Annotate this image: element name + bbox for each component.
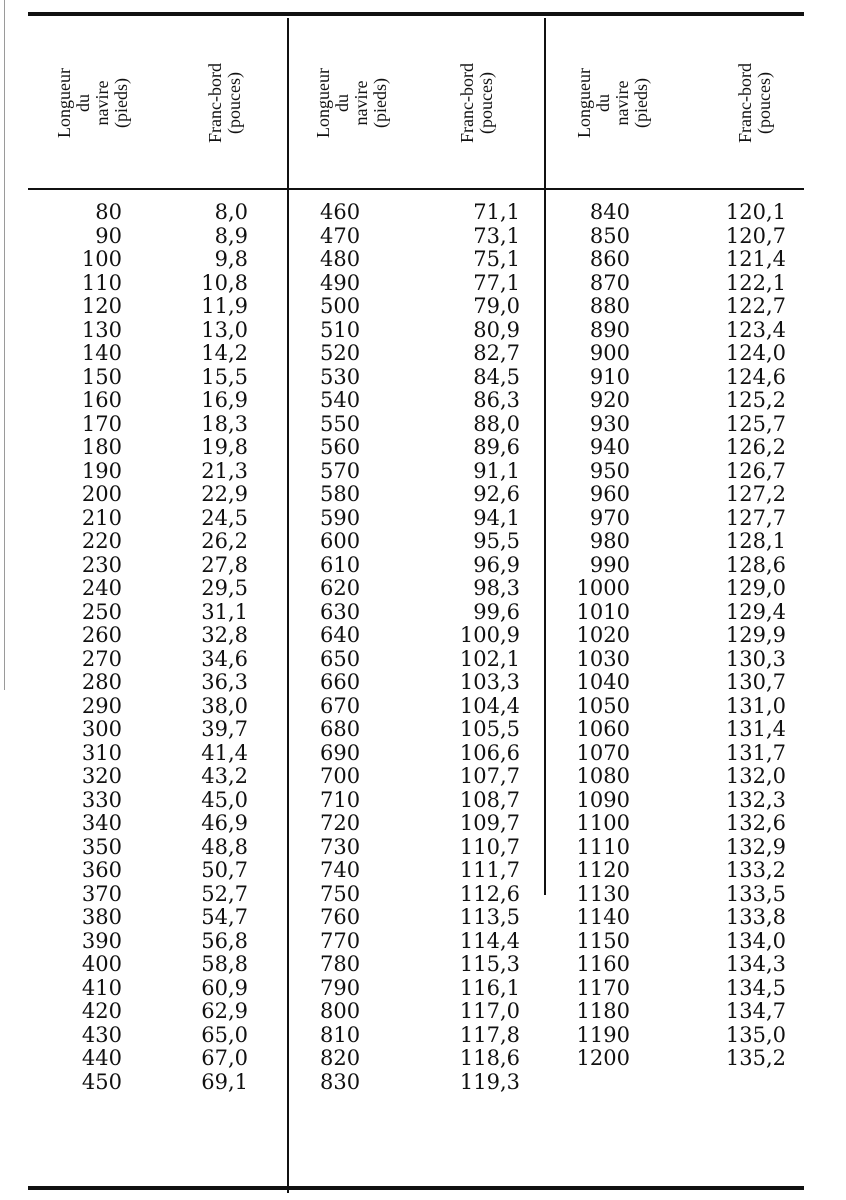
length-cell: 700 <box>320 764 361 788</box>
freeboard-cell: 107,7 <box>459 764 520 788</box>
length-cell: 750 <box>320 881 361 906</box>
freeboard-cell: 134,5 <box>725 975 786 1000</box>
header-freeboard-group-3 <box>715 20 795 186</box>
length-cell: 1020 <box>576 623 630 647</box>
freeboard-cell: 120,1 <box>725 200 786 224</box>
freeboard-cell: 115,3 <box>459 952 520 976</box>
length-cell: 330 <box>81 787 122 812</box>
freeboard-cell: 114,4 <box>459 928 520 953</box>
length-cell: 400 <box>81 952 122 976</box>
freeboard-cell: 38,0 <box>201 693 248 718</box>
length-cell: 940 <box>589 435 630 459</box>
length-cell: 630 <box>320 599 361 624</box>
freeboard-cell: 120,7 <box>725 223 786 248</box>
freeboard-cell: 91,1 <box>473 458 520 483</box>
header-freeboard-group-2 <box>437 20 517 186</box>
freeboard-cell: 113,5 <box>459 905 520 929</box>
freeboard-cell: 132,6 <box>725 811 786 835</box>
length-cell: 760 <box>320 905 361 929</box>
freeboard-cell: 65,0 <box>201 1022 248 1047</box>
freeboard-cell: 8,9 <box>214 223 248 248</box>
length-cell: 1150 <box>576 928 630 953</box>
length-cell: 980 <box>589 529 630 553</box>
freeboard-cell: 119,3 <box>459 1069 520 1094</box>
length-cell: 160 <box>81 388 122 412</box>
freeboard-cell: 52,7 <box>201 881 248 906</box>
freeboard-cell: 131,0 <box>725 693 786 718</box>
freeboard-cell: 62,9 <box>201 999 248 1023</box>
freeboard-cell: 39,7 <box>201 717 248 741</box>
freeboard-cell: 32,8 <box>201 623 248 647</box>
length-cell: 900 <box>589 341 630 365</box>
length-cell: 460 <box>320 200 361 224</box>
freeboard-cell: 134,7 <box>725 999 786 1023</box>
length-cell: 560 <box>320 435 361 459</box>
freeboard-cell: 89,6 <box>473 435 520 459</box>
length-cell: 920 <box>589 388 630 412</box>
freeboard-cell: 127,2 <box>725 482 786 506</box>
length-cell: 740 <box>320 858 361 882</box>
length-cell: 90 <box>95 223 122 248</box>
freeboard-cell: 94,1 <box>473 505 520 530</box>
length-cell: 280 <box>81 670 122 694</box>
length-cell: 810 <box>320 1022 361 1047</box>
header-length-label: Longueur du navire (pieds) <box>313 68 390 138</box>
length-cell: 140 <box>81 341 122 365</box>
length-cell: 690 <box>320 740 361 765</box>
freeboard-cell: 43,2 <box>201 764 248 788</box>
length-cell: 620 <box>320 576 361 600</box>
length-cell: 720 <box>320 811 361 835</box>
freeboard-cell: 86,3 <box>473 388 520 412</box>
header-bottom-rule <box>28 188 804 190</box>
length-cell: 930 <box>589 411 630 436</box>
length-cell: 320 <box>81 764 122 788</box>
length-cell: 590 <box>320 505 361 530</box>
length-cell: 360 <box>81 858 122 882</box>
length-cell: 120 <box>81 294 122 318</box>
length-cell: 1040 <box>576 670 630 694</box>
length-cell: 730 <box>320 834 361 859</box>
header-length-group-1 <box>48 20 138 186</box>
freeboard-cell: 75,1 <box>473 247 520 271</box>
freeboard-cell: 123,4 <box>725 317 786 342</box>
length-cell: 1080 <box>576 764 630 788</box>
length-cell: 830 <box>320 1069 361 1094</box>
freeboard-cell: 41,4 <box>201 740 248 765</box>
freeboard-cell: 112,6 <box>459 881 520 906</box>
length-cell: 180 <box>81 435 122 459</box>
length-cell: 1030 <box>576 646 630 671</box>
table-bottom-rule <box>28 1186 804 1190</box>
length-cell: 250 <box>81 599 122 624</box>
length-cell: 870 <box>589 270 630 295</box>
freeboard-cell: 132,3 <box>725 787 786 812</box>
freeboard-cell: 24,5 <box>201 505 248 530</box>
freeboard-cell: 127,7 <box>725 505 786 530</box>
header-freeboard-group-1 <box>185 20 265 186</box>
freeboard-cell: 84,5 <box>473 364 520 389</box>
freeboard-cell: 131,4 <box>725 717 786 741</box>
freeboard-cell: 110,7 <box>459 834 520 859</box>
freeboard-cell: 128,1 <box>725 529 786 553</box>
scan-margin-line <box>4 0 5 690</box>
length-cell: 1140 <box>576 905 630 929</box>
length-cell: 610 <box>320 552 361 577</box>
freeboard-cell: 105,5 <box>459 717 520 741</box>
freeboard-cell: 22,9 <box>201 482 248 506</box>
length-cell: 1130 <box>576 881 630 906</box>
length-cell: 260 <box>81 623 122 647</box>
freeboard-cell: 15,5 <box>201 364 248 389</box>
freeboard-cell: 79,0 <box>473 294 520 318</box>
freeboard-cell: 108,7 <box>459 787 520 812</box>
freeboard-cell: 46,9 <box>201 811 248 835</box>
freeboard-cell: 77,1 <box>473 270 520 295</box>
length-cell: 790 <box>320 975 361 1000</box>
freeboard-cell: 100,9 <box>459 623 520 647</box>
length-cell: 290 <box>81 693 122 718</box>
freeboard-cell: 26,2 <box>201 529 248 553</box>
freeboard-cell: 11,9 <box>201 294 248 318</box>
length-cell: 200 <box>81 482 122 506</box>
freeboard-cell: 58,8 <box>201 952 248 976</box>
length-cell: 150 <box>81 364 122 389</box>
length-cell: 880 <box>589 294 630 318</box>
length-cell: 340 <box>81 811 122 835</box>
freeboard-cell: 104,4 <box>459 693 520 718</box>
table-top-rule <box>28 12 804 16</box>
length-cell: 300 <box>81 717 122 741</box>
freeboard-cell: 60,9 <box>201 975 248 1000</box>
freeboard-cell: 99,6 <box>473 599 520 624</box>
length-cell: 1160 <box>576 952 630 976</box>
freeboard-cell: 135,2 <box>725 1046 786 1070</box>
length-cell: 710 <box>320 787 361 812</box>
length-cell: 800 <box>320 999 361 1023</box>
freeboard-cell: 133,5 <box>725 881 786 906</box>
length-cell: 490 <box>320 270 361 295</box>
header-length-group-3 <box>568 20 658 186</box>
freeboard-cell: 130,3 <box>725 646 786 671</box>
freeboard-cell: 14,2 <box>201 341 248 365</box>
header-length-label: Longueur du navire (pieds) <box>54 68 131 138</box>
length-cell: 640 <box>320 623 361 647</box>
length-cell: 100 <box>81 247 122 271</box>
length-cell: 970 <box>589 505 630 530</box>
freeboard-column-group-1 <box>160 201 248 1094</box>
length-cell: 520 <box>320 341 361 365</box>
length-cell: 1000 <box>576 576 630 600</box>
length-cell: 1180 <box>576 999 630 1023</box>
header-length-label: Longueur du navire (pieds) <box>574 68 651 138</box>
freeboard-cell: 29,5 <box>201 576 248 600</box>
length-cell: 390 <box>81 928 122 953</box>
length-cell: 950 <box>589 458 630 483</box>
length-cell: 1110 <box>576 834 630 859</box>
length-column-group-2 <box>320 201 380 1094</box>
length-cell: 220 <box>81 529 122 553</box>
freeboard-cell: 16,9 <box>201 388 248 412</box>
freeboard-cell: 98,3 <box>473 576 520 600</box>
length-cell: 1120 <box>576 858 630 882</box>
freeboard-cell: 133,8 <box>725 905 786 929</box>
freeboard-cell: 133,2 <box>725 858 786 882</box>
freeboard-cell: 134,0 <box>725 928 786 953</box>
freeboard-cell: 118,6 <box>459 1046 520 1070</box>
length-cell: 1070 <box>576 740 630 765</box>
freeboard-cell: 130,7 <box>725 670 786 694</box>
length-cell: 670 <box>320 693 361 718</box>
freeboard-column-group-3 <box>690 201 786 1071</box>
freeboard-cell: 103,3 <box>459 670 520 694</box>
length-cell: 850 <box>589 223 630 248</box>
freeboard-cell: 88,0 <box>473 411 520 436</box>
freeboard-cell: 102,1 <box>459 646 520 671</box>
length-cell: 600 <box>320 529 361 553</box>
header-length-group-2 <box>307 20 397 186</box>
freeboard-cell: 122,1 <box>725 270 786 295</box>
freeboard-cell: 132,9 <box>725 834 786 859</box>
length-cell: 450 <box>81 1069 122 1094</box>
length-cell: 530 <box>320 364 361 389</box>
freeboard-cell: 126,7 <box>725 458 786 483</box>
freeboard-cell: 135,0 <box>725 1022 786 1047</box>
freeboard-cell: 45,0 <box>201 787 248 812</box>
freeboard-cell: 31,1 <box>201 599 248 624</box>
freeboard-cell: 19,8 <box>201 435 248 459</box>
length-cell: 440 <box>81 1046 122 1070</box>
length-cell: 110 <box>81 270 122 295</box>
freeboard-cell: 71,1 <box>473 200 520 224</box>
freeboard-cell: 125,7 <box>725 411 786 436</box>
length-cell: 820 <box>320 1046 361 1070</box>
length-cell: 890 <box>589 317 630 342</box>
length-cell: 230 <box>81 552 122 577</box>
freeboard-cell: 128,6 <box>725 552 786 577</box>
freeboard-cell: 121,4 <box>725 247 786 271</box>
length-cell: 910 <box>589 364 630 389</box>
length-cell: 130 <box>81 317 122 342</box>
length-cell: 1010 <box>576 599 630 624</box>
freeboard-cell: 92,6 <box>473 482 520 506</box>
length-cell: 1060 <box>576 717 630 741</box>
freeboard-cell: 48,8 <box>201 834 248 859</box>
length-cell: 1090 <box>576 787 630 812</box>
length-cell: 480 <box>320 247 361 271</box>
column-group-divider-2 <box>544 18 546 895</box>
freeboard-column-group-2 <box>430 201 520 1094</box>
freeboard-cell: 82,7 <box>473 341 520 365</box>
length-cell: 1100 <box>576 811 630 835</box>
freeboard-cell: 96,9 <box>473 552 520 577</box>
header-freeboard-label: Franc-bord (pouces) <box>735 63 774 143</box>
length-cell: 190 <box>81 458 122 483</box>
freeboard-cell: 122,7 <box>725 294 786 318</box>
freeboard-cell: 117,8 <box>459 1022 520 1047</box>
freeboard-cell: 13,0 <box>201 317 248 342</box>
column-group-divider-1 <box>287 18 289 1193</box>
freeboard-cell: 124,0 <box>725 341 786 365</box>
length-cell: 1200 <box>576 1046 630 1070</box>
freeboard-cell: 116,1 <box>459 975 520 1000</box>
freeboard-cell: 73,1 <box>473 223 520 248</box>
length-cell: 500 <box>320 294 361 318</box>
length-cell: 1170 <box>576 975 630 1000</box>
freeboard-cell: 126,2 <box>725 435 786 459</box>
freeboard-cell: 21,3 <box>201 458 248 483</box>
length-cell: 80 <box>95 200 122 224</box>
length-cell: 310 <box>81 740 122 765</box>
freeboard-cell: 27,8 <box>201 552 248 577</box>
length-cell: 420 <box>81 999 122 1023</box>
length-cell: 840 <box>589 200 630 224</box>
length-cell: 990 <box>589 552 630 577</box>
header-freeboard-label: Franc-bord (pouces) <box>205 63 244 143</box>
freeboard-cell: 54,7 <box>201 905 248 929</box>
length-cell: 430 <box>81 1022 122 1047</box>
length-cell: 580 <box>320 482 361 506</box>
length-cell: 540 <box>320 388 361 412</box>
header-freeboard-label: Franc-bord (pouces) <box>457 63 496 143</box>
freeboard-cell: 132,0 <box>725 764 786 788</box>
length-cell: 650 <box>320 646 361 671</box>
freeboard-cell: 106,6 <box>459 740 520 765</box>
freeboard-cell: 129,4 <box>725 599 786 624</box>
length-cell: 570 <box>320 458 361 483</box>
length-column-group-1 <box>40 201 122 1094</box>
length-cell: 510 <box>320 317 361 342</box>
freeboard-cell: 56,8 <box>201 928 248 953</box>
length-cell: 1050 <box>576 693 630 718</box>
length-cell: 370 <box>81 881 122 906</box>
length-cell: 780 <box>320 952 361 976</box>
freeboard-cell: 10,8 <box>201 270 248 295</box>
length-cell: 350 <box>81 834 122 859</box>
length-cell: 680 <box>320 717 361 741</box>
freeboard-cell: 18,3 <box>201 411 248 436</box>
freeboard-cell: 134,3 <box>725 952 786 976</box>
freeboard-cell: 129,9 <box>725 623 786 647</box>
freeboard-cell: 131,7 <box>725 740 786 765</box>
freeboard-cell: 95,5 <box>473 529 520 553</box>
length-cell: 1190 <box>576 1022 630 1047</box>
freeboard-cell: 36,3 <box>201 670 248 694</box>
freeboard-cell: 111,7 <box>459 858 520 882</box>
length-cell: 960 <box>589 482 630 506</box>
length-cell: 770 <box>320 928 361 953</box>
freeboard-cell: 9,8 <box>214 247 248 271</box>
freeboard-cell: 117,0 <box>459 999 520 1023</box>
length-cell: 170 <box>81 411 122 436</box>
length-cell: 660 <box>320 670 361 694</box>
freeboard-cell: 69,1 <box>201 1069 248 1094</box>
length-column-group-3 <box>570 201 630 1071</box>
freeboard-cell: 67,0 <box>201 1046 248 1070</box>
freeboard-cell: 34,6 <box>201 646 248 671</box>
length-cell: 470 <box>320 223 361 248</box>
freeboard-cell: 129,0 <box>725 576 786 600</box>
freeboard-cell: 125,2 <box>725 388 786 412</box>
length-cell: 270 <box>81 646 122 671</box>
freeboard-cell: 109,7 <box>459 811 520 835</box>
length-cell: 410 <box>81 975 122 1000</box>
length-cell: 210 <box>81 505 122 530</box>
freeboard-cell: 124,6 <box>725 364 786 389</box>
length-cell: 860 <box>589 247 630 271</box>
length-cell: 380 <box>81 905 122 929</box>
length-cell: 240 <box>81 576 122 600</box>
length-cell: 550 <box>320 411 361 436</box>
freeboard-cell: 50,7 <box>201 858 248 882</box>
freeboard-cell: 80,9 <box>473 317 520 342</box>
freeboard-cell: 8,0 <box>214 200 248 224</box>
